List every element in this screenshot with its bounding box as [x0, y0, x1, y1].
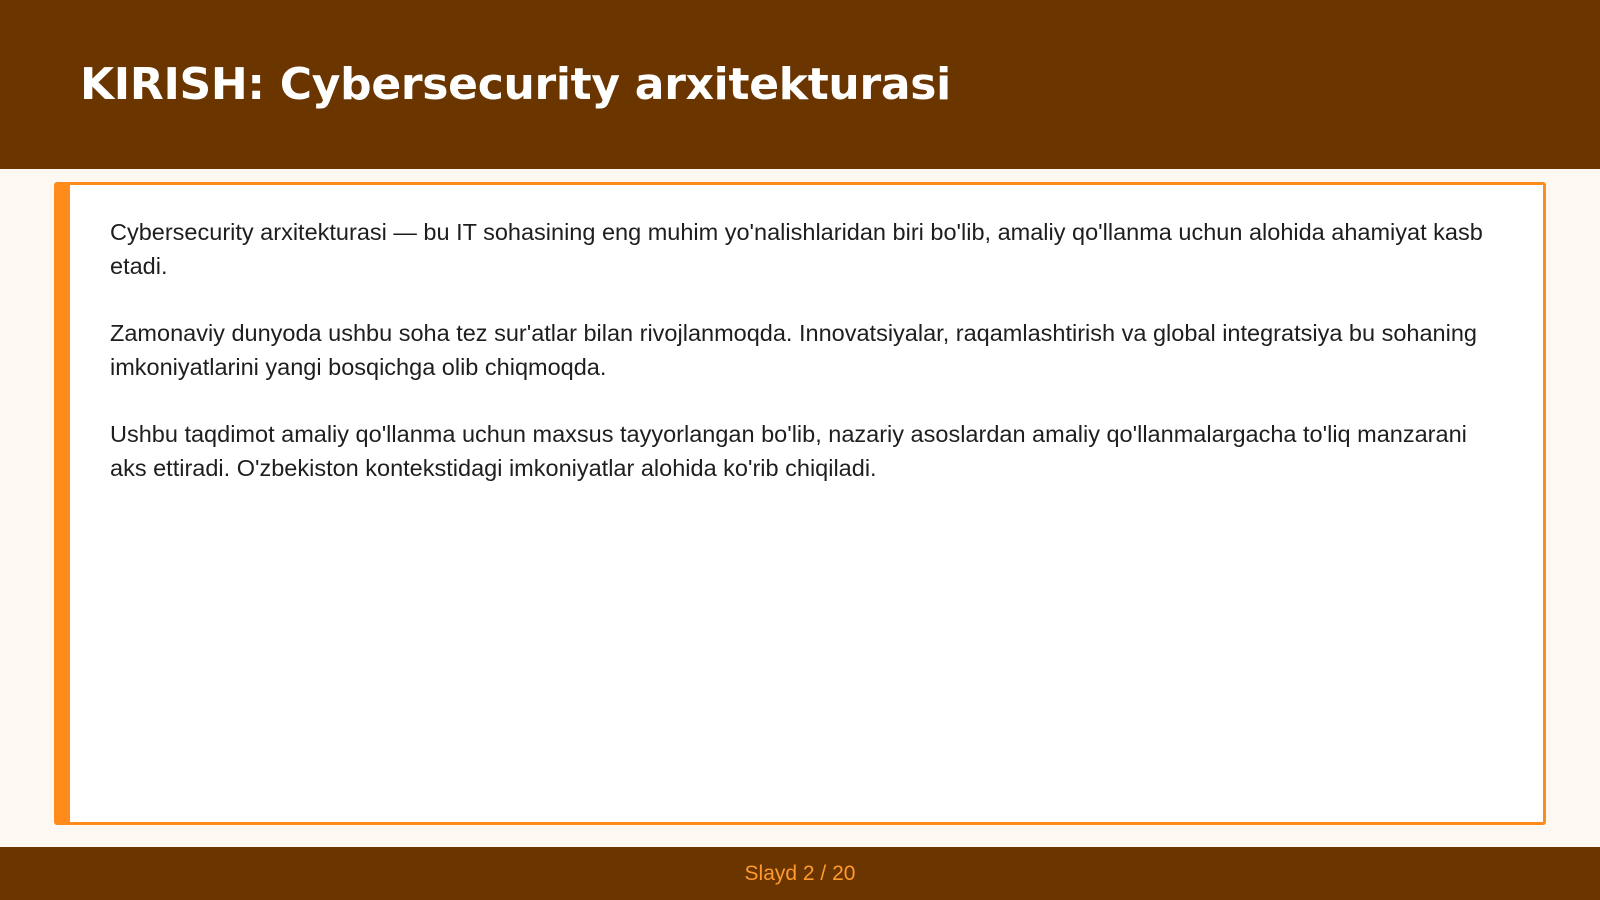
content-paragraph-2: Zamonaviy dunyoda ushbu soha tez sur'atlar bilan rivojlanmoqda. Innovatsiyalar, raqamlashtirish va global integratsiya bu sohaning imkoniyatlarini yangi bosqichga olib chiqmoqda.: [110, 320, 1477, 380]
content-card: [54, 182, 1546, 825]
content-paragraph-3: Ushbu taqdimot amaliy qo'llanma uchun maxsus tayyorlangan bo'lib, nazariy asoslardan amaliy qo'llanmalargacha to'liq manzarani aks ettiradi. O'zbekiston kontekstidagi imkoniyatlar alohida ko'rib chiqiladi.: [110, 421, 1467, 481]
slide-counter: Slayd 2 / 20: [744, 862, 856, 885]
content-paragraph-1: Cybersecurity arxitekturasi — bu IT sohasining eng muhim yo'nalishlaridan biri bo'lib, amaliy qo'llanma uchun alohida ahamiyat kasb etadi.: [110, 219, 1483, 279]
slide-header: [0, 0, 1600, 169]
slide-footer: [0, 847, 1600, 900]
slide-title: KIRISH: Cybersecurity arxitekturasi: [80, 58, 951, 110]
